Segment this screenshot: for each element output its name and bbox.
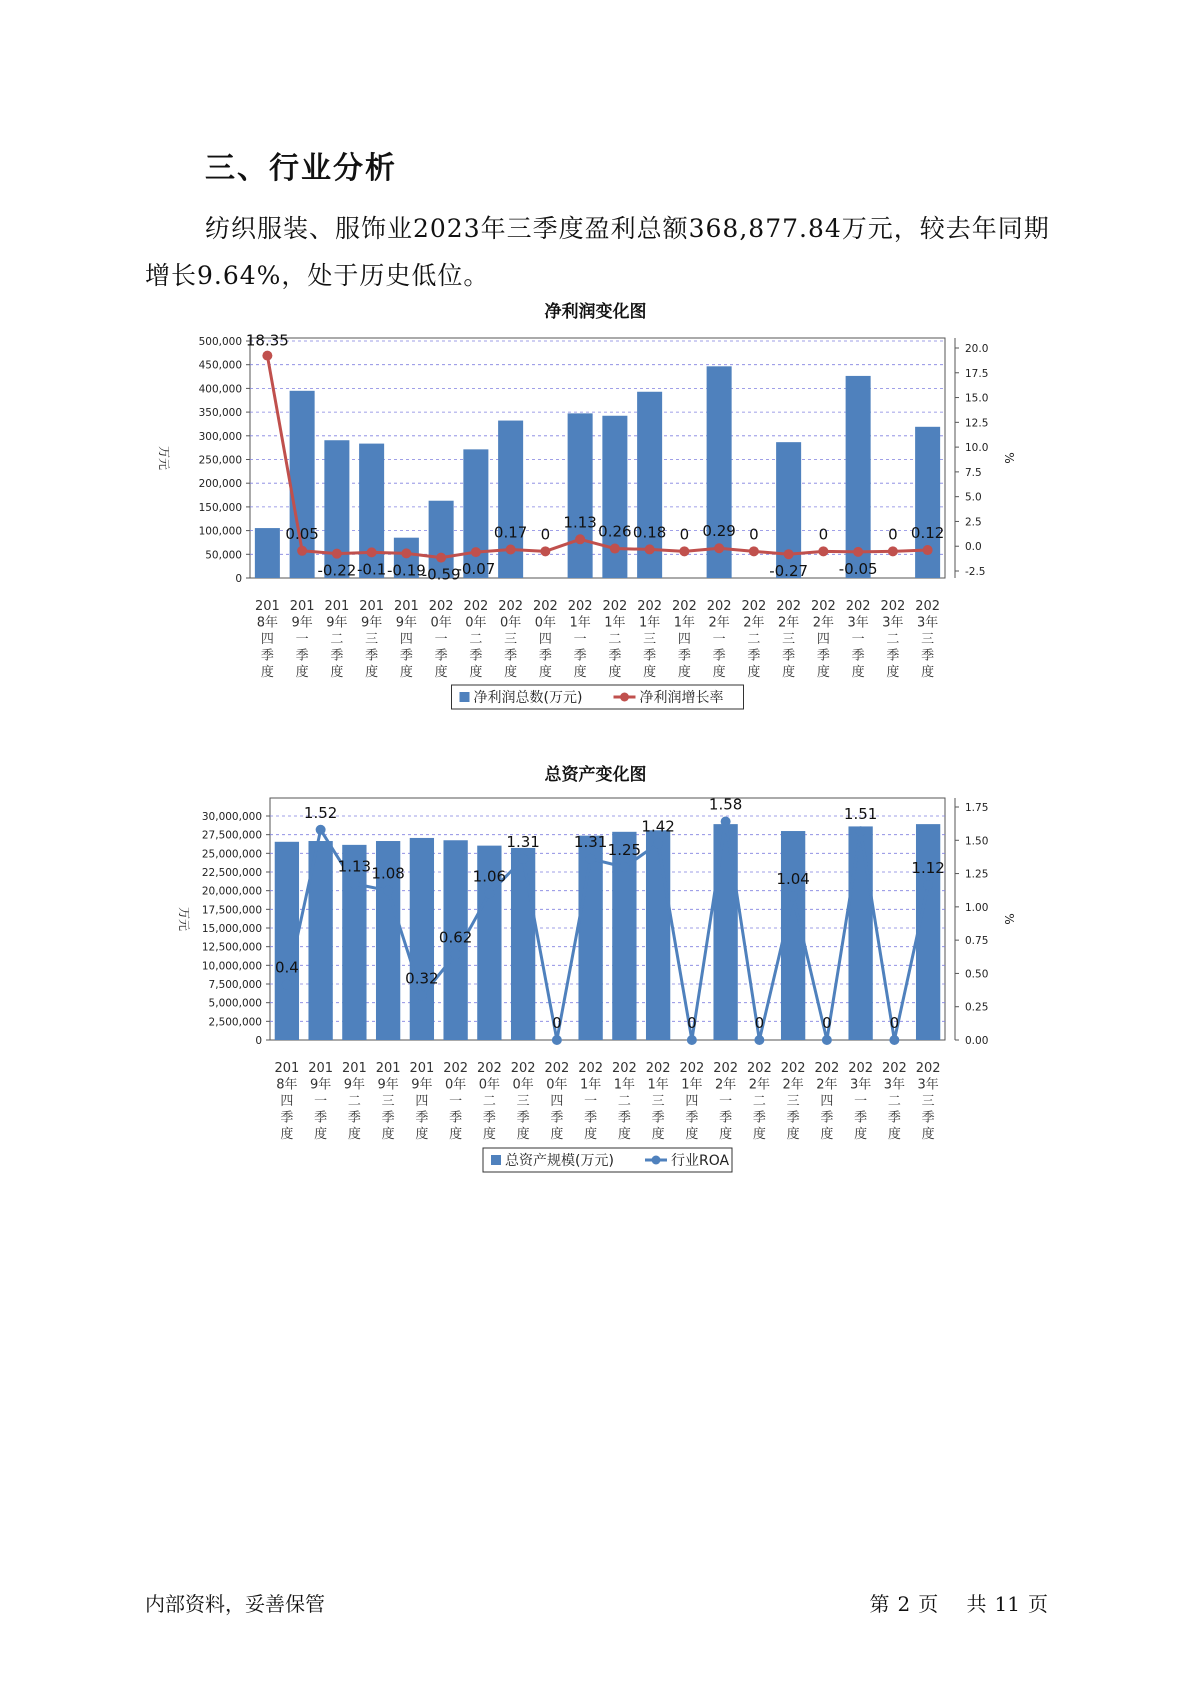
y-tick-label: 350,000 — [198, 407, 242, 420]
x-tick-label: 201 9年三季度 — [375, 1061, 401, 1142]
line-point — [923, 545, 933, 555]
net-profit-chart-svg — [0, 330, 1191, 750]
bar — [916, 824, 940, 1040]
x-tick-label: 202 0年四季度 — [544, 1061, 570, 1142]
footer-total-unit: 页 — [1028, 1592, 1048, 1616]
data-label: 0 — [679, 525, 690, 544]
line-point — [889, 1035, 899, 1045]
x-tick-label: 202 1年一季度 — [567, 599, 593, 680]
line-point — [619, 862, 629, 872]
y-tick-label: 25,000,000 — [201, 848, 262, 861]
footer-confidential-note: 内部资料，妥善保管 — [145, 1592, 325, 1616]
line-point — [586, 854, 596, 864]
x-tick-label: 201 9年二季度 — [324, 599, 350, 680]
line-point — [367, 547, 377, 557]
y-tick-label: 2,500,000 — [208, 1016, 262, 1029]
y2-tick-label: 17.5 — [965, 367, 989, 380]
y-tick-label: 15,000,000 — [201, 923, 262, 935]
bar — [463, 449, 488, 578]
line-point — [856, 826, 866, 836]
line-point — [853, 547, 863, 557]
data-label: -0.59 — [421, 565, 461, 584]
y-tick-label: 10,000,000 — [201, 960, 262, 973]
line-point — [749, 546, 759, 556]
data-label: 1.13 — [337, 857, 372, 876]
x-tick-label: 202 1年二季度 — [602, 599, 628, 680]
y2-tick-label: 1.00 — [965, 901, 989, 914]
y2-tick-label: 5.0 — [965, 491, 982, 504]
total-assets-chart-svg — [0, 793, 1191, 1213]
line-point — [316, 825, 326, 835]
legend-line-label: 净利润增长率 — [639, 690, 724, 706]
data-label: 1.51 — [843, 805, 878, 824]
data-label: 1.31 — [573, 832, 608, 851]
line-point — [788, 891, 798, 901]
x-tick-label: 202 0年一季度 — [428, 599, 454, 680]
line-point — [645, 544, 655, 554]
line-point — [610, 544, 620, 554]
data-label: -0.05 — [838, 559, 878, 578]
y-tick-label: 30,000,000 — [201, 811, 262, 823]
data-label: 1.12 — [911, 859, 945, 878]
data-label: 0.05 — [285, 524, 319, 543]
footer-page-number: 2 — [897, 1592, 911, 1616]
y-tick-label: 450,000 — [198, 359, 242, 372]
data-label: 1.31 — [506, 832, 540, 851]
x-tick-label: 202 1年三季度 — [645, 1061, 671, 1142]
x-tick-label: 202 0年四季度 — [532, 599, 558, 680]
y2-tick-label: 1.25 — [965, 868, 989, 881]
data-label: 0.32 — [405, 969, 439, 988]
data-label: 0 — [540, 525, 551, 544]
x-tick-label: 202 2年二季度 — [746, 1061, 772, 1142]
line-point — [923, 880, 933, 890]
y-tick-label: 12,500,000 — [201, 941, 262, 954]
y-tick-label: 250,000 — [198, 454, 242, 467]
data-label: 1.42 — [641, 817, 675, 836]
x-tick-label: 202 2年四季度 — [810, 599, 836, 680]
data-label: -0.07 — [456, 560, 496, 579]
line-point — [262, 351, 272, 361]
x-tick-label: 201 9年二季度 — [341, 1061, 367, 1142]
line-point — [679, 546, 689, 556]
line-point — [471, 547, 481, 557]
x-tick-label: 202 3年一季度 — [845, 599, 871, 680]
data-label: 0.17 — [493, 523, 528, 542]
y-tick-label: 200,000 — [198, 478, 242, 491]
legend-line-marker — [652, 1156, 661, 1165]
data-label: 1.25 — [607, 841, 642, 860]
y2-tick-label: -2.5 — [965, 566, 986, 578]
line-point — [349, 879, 359, 889]
line-point — [575, 534, 585, 544]
line-point — [552, 1035, 562, 1045]
x-tick-label: 202 3年二季度 — [880, 599, 906, 680]
x-tick-label: 202 2年三季度 — [780, 1061, 806, 1142]
legend-bar-swatch — [460, 692, 470, 702]
line-point — [784, 549, 794, 559]
x-tick-label: 201 8年四季度 — [254, 599, 280, 680]
footer-page-unit: 页 — [918, 1592, 939, 1616]
line-point — [297, 546, 307, 556]
data-label: 0.18 — [632, 523, 667, 542]
data-label: -0.27 — [769, 562, 809, 581]
x-tick-label: 202 2年一季度 — [713, 1061, 739, 1142]
bar — [255, 528, 280, 578]
x-tick-label: 202 3年三季度 — [915, 1061, 941, 1142]
x-tick-label: 202 0年三季度 — [498, 599, 524, 680]
line-point — [653, 839, 663, 849]
x-tick-label: 202 0年二季度 — [476, 1061, 502, 1142]
y2-tick-label: 20.0 — [965, 343, 989, 355]
data-label: 0 — [822, 1014, 832, 1032]
y2-tick-label: 0.50 — [965, 968, 989, 981]
footer-page-info — [861, 1588, 1048, 1617]
x-tick-label: 202 1年三季度 — [637, 599, 663, 680]
line-point — [451, 949, 461, 959]
y-tick-label: 300,000 — [198, 430, 242, 443]
data-label: 0 — [888, 525, 898, 544]
line-point — [332, 549, 342, 559]
data-label: 1.04 — [776, 870, 810, 889]
line-point — [888, 546, 898, 556]
x-tick-label: 202 2年二季度 — [741, 599, 767, 680]
line-point — [506, 545, 516, 555]
y-tick-label: 400,000 — [198, 383, 242, 396]
footer-total-number: 11 — [994, 1592, 1020, 1616]
x-tick-label: 202 3年三季度 — [915, 599, 941, 680]
y2-tick-label: 2.5 — [965, 516, 982, 529]
x-tick-label: 202 1年二季度 — [611, 1061, 637, 1142]
legend-line-marker — [620, 693, 629, 702]
x-tick-label: 202 0年二季度 — [463, 599, 489, 680]
x-tick-label: 201 9年一季度 — [308, 1061, 334, 1142]
y-tick-label: 27,500,000 — [201, 829, 262, 842]
line-point — [822, 1035, 832, 1045]
line-point — [721, 817, 731, 827]
x-tick-label: 202 3年二季度 — [881, 1061, 907, 1142]
line-point — [540, 546, 550, 556]
y-tick-label: 0 — [255, 1035, 262, 1047]
data-label: 0 — [754, 1014, 765, 1032]
x-tick-label: 201 9年三季度 — [359, 599, 385, 680]
y2-tick-label: 1.75 — [965, 802, 989, 814]
y2-tick-label: 0.75 — [965, 935, 989, 948]
x-tick-label: 201 8年四季度 — [274, 1061, 300, 1142]
y2-tick-label: 1.50 — [965, 835, 989, 848]
x-tick-label: 201 9年一季度 — [289, 599, 315, 680]
data-label: 1.08 — [371, 864, 405, 883]
data-label: 0.62 — [438, 928, 473, 947]
x-tick-label: 202 0年三季度 — [510, 1061, 536, 1142]
line-point — [401, 548, 411, 558]
data-label: -0.22 — [317, 561, 357, 580]
y-tick-label: 100,000 — [198, 525, 242, 538]
line-point — [417, 991, 427, 1001]
line-point — [714, 543, 724, 553]
y2-tick-label: 10.0 — [965, 442, 989, 455]
x-tick-label: 202 3年一季度 — [848, 1061, 874, 1142]
y-tick-label: 150,000 — [198, 501, 242, 514]
x-tick-label: 201 9年四季度 — [409, 1061, 435, 1142]
legend-bar-label: 总资产规模(万元) — [505, 1153, 614, 1169]
net-profit-chart-title: 净利润变化图 — [544, 302, 647, 322]
data-label: 0 — [818, 525, 829, 544]
data-label: 0 — [552, 1014, 562, 1032]
y-tick-label: 500,000 — [198, 336, 242, 348]
data-label: 0.26 — [598, 522, 632, 541]
x-tick-label: 202 1年四季度 — [671, 599, 697, 680]
y2-tick-label: 12.5 — [965, 417, 989, 430]
y-tick-label: 50,000 — [205, 549, 242, 562]
y-axis-title: 万元 — [157, 445, 171, 471]
legend-bar-label: 净利润总数(万元) — [473, 690, 583, 706]
data-label: 0.12 — [910, 524, 945, 543]
line-point — [383, 886, 393, 896]
line-point — [436, 553, 446, 563]
legend-line-label: 行业ROA — [671, 1153, 730, 1169]
bar — [410, 838, 434, 1040]
footer-page-prefix: 第 — [869, 1592, 890, 1616]
bar — [848, 826, 872, 1040]
line-point — [687, 1035, 697, 1045]
line-point — [754, 1035, 764, 1045]
x-tick-label: 202 1年四季度 — [679, 1061, 705, 1142]
y2-tick-label: 0.0 — [965, 541, 982, 554]
x-tick-label: 202 1年一季度 — [578, 1061, 604, 1142]
data-label: 0 — [889, 1014, 900, 1032]
bar — [915, 427, 940, 578]
data-label: -0.19 — [386, 561, 426, 580]
x-tick-label: 202 2年四季度 — [814, 1061, 840, 1142]
y-tick-label: 7,500,000 — [208, 979, 262, 991]
data-label: 1.58 — [708, 795, 743, 814]
y2-axis-title: % — [1002, 452, 1016, 464]
x-tick-label: 202 2年一季度 — [706, 599, 732, 680]
data-label: 0 — [749, 525, 759, 544]
y2-tick-label: 0.25 — [965, 1001, 989, 1014]
data-label: 0 — [687, 1014, 697, 1032]
legend-bar-swatch — [491, 1155, 501, 1165]
bar — [356, 444, 387, 579]
bar — [602, 416, 627, 578]
bar — [713, 824, 737, 1040]
y2-axis-title: % — [1002, 913, 1016, 925]
y-tick-label: 0 — [235, 573, 242, 585]
bar — [646, 830, 670, 1040]
data-label: 18.35 — [245, 331, 289, 350]
data-label: -0.1 — [356, 560, 387, 579]
data-label: 0.4 — [274, 958, 299, 977]
footer-total-prefix: 共 — [966, 1592, 987, 1616]
data-label: 0.29 — [702, 522, 736, 541]
bar — [511, 848, 535, 1040]
y-tick-label: 17,500,000 — [201, 904, 262, 917]
y-tick-label: 22,500,000 — [201, 867, 262, 879]
x-tick-label: 202 2年三季度 — [776, 599, 802, 680]
y-axis-title: 万元 — [177, 906, 191, 932]
y2-tick-label: 15.0 — [965, 392, 989, 405]
data-label: 1.13 — [563, 513, 597, 532]
section-heading: 三、行业分析 — [205, 151, 397, 186]
line-point — [282, 980, 292, 990]
y2-tick-label: 7.5 — [965, 466, 982, 479]
x-tick-label: 202 0年一季度 — [443, 1061, 469, 1142]
data-label: 1.06 — [472, 867, 507, 886]
plot-frame — [250, 338, 945, 581]
data-label: 1.52 — [303, 803, 338, 822]
total-assets-chart-title: 总资产变化图 — [544, 765, 647, 785]
x-tick-label: 201 9年四季度 — [393, 599, 419, 680]
line-point — [518, 854, 528, 864]
line-point — [484, 888, 494, 898]
line-point — [818, 546, 828, 556]
y-tick-label: 20,000,000 — [201, 885, 262, 898]
bar — [568, 413, 593, 578]
section-paragraph: 纺织服装、服饰业2023年三季度盈利总额368,877.84万元，较去年同期增长9.64%，处于历史低位。 — [145, 214, 1050, 290]
y-tick-label: 5,000,000 — [208, 997, 262, 1010]
y2-tick-label: 0.00 — [965, 1035, 989, 1047]
